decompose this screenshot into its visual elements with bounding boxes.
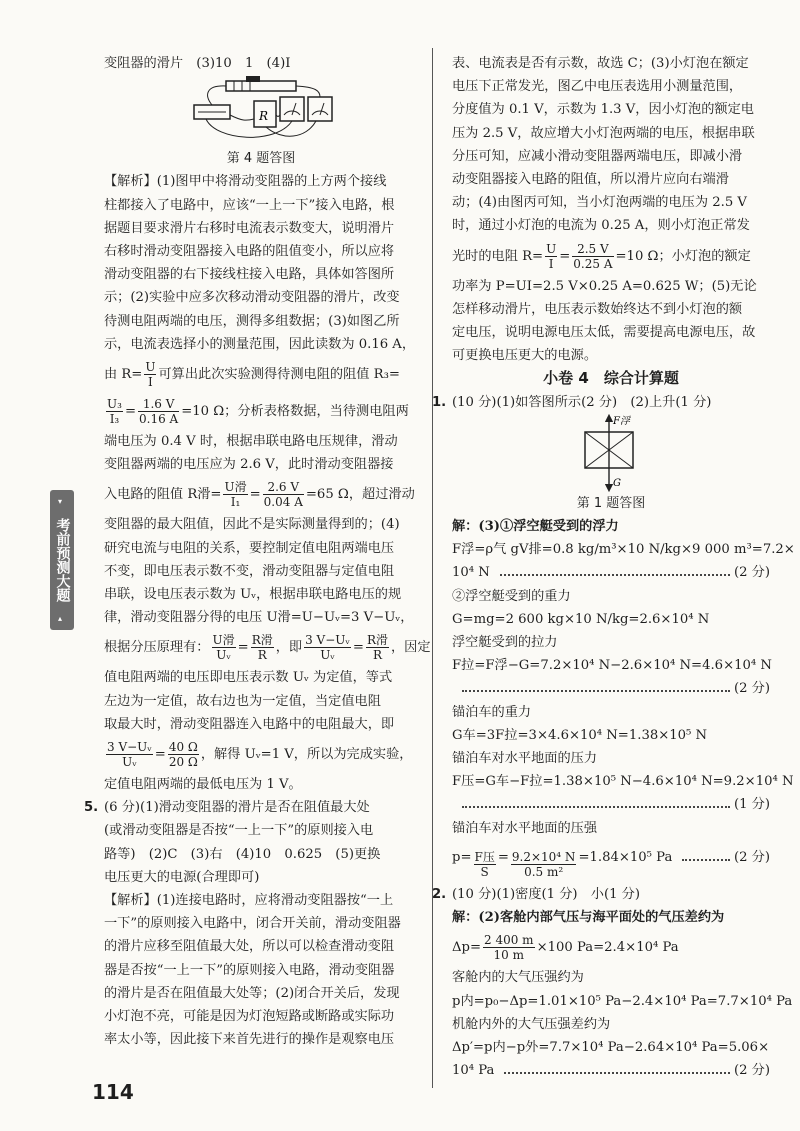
formula-line xyxy=(452,929,770,966)
numerator: 2.5 V xyxy=(572,242,613,257)
analysis-line: 示；(2)实验中应多次移动滑动变阻器的滑片，改变 xyxy=(104,290,400,306)
question-number: 2. xyxy=(432,886,447,902)
formula-text: =1.84×10⁵ Pa xyxy=(578,849,673,865)
solution-line: 锚泊车的重力 xyxy=(452,704,532,720)
denominator: I xyxy=(148,375,153,390)
denominator: I₃ xyxy=(109,412,120,427)
analysis-line: 端电压为 0.4 V 时，根据串联电路电压规律，滑动 xyxy=(104,434,398,450)
analysis-line: 值电阻两端的电压即电压表示数 Uᵥ 为定值，等式 xyxy=(104,670,393,686)
solution-line: 浮空艇受到的拉力 xyxy=(452,635,558,651)
analysis-line: 变阻器两端的电压应为 2.6 V，此时滑动变阻器接 xyxy=(104,457,394,473)
denominator: I xyxy=(548,256,554,271)
analysis-line: 一下”的原则接入电路中，闭合开关前，滑动变阻器 xyxy=(104,916,401,932)
numerator: U滑 xyxy=(224,480,247,495)
analysis-line: 据题目要求滑片右移时电流表示数变大，说明滑片 xyxy=(104,220,395,236)
question-1 xyxy=(432,391,770,414)
formula-line: 光时的电阻 R= $\frac{U}{I}$ = $\frac{2.5 V}{0.25 A}$ =10 Ω；小灯泡的额定 xyxy=(452,241,751,271)
denominator: S xyxy=(480,864,489,879)
score: (1 分) xyxy=(733,797,770,813)
numerator: 9.2×10⁴ N xyxy=(511,849,576,864)
denominator: Uᵥ xyxy=(122,755,137,770)
formula-text: 可算出此次实验测得待测电阻的阻值 R₃= xyxy=(158,367,400,383)
solution-line: p内=p₀−Δp=1.01×10⁵ Pa−2.4×10⁴ Pa=7.7×10⁴ Pa xyxy=(452,993,793,1009)
analysis-line: 分压可知，应减小滑动变阻器两端电压，即减小滑 xyxy=(452,148,743,164)
svg-text:R: R xyxy=(259,109,269,124)
formula-line: $\frac{\text{U₃}}{\text{I₃}}$ = $\frac{1.6 V}{0.16 A}$ =10 Ω；分析表格数据，当待测电阻两 xyxy=(107,397,409,427)
analysis-line: 器是否按“一上一下”的原则接入电路，滑动变阻器 xyxy=(104,962,395,978)
denominator: 0.5 m² xyxy=(524,864,564,879)
analysis-line: 【解析】(1)连接电路时，应将滑动变阻器按“一上 xyxy=(104,893,394,909)
denominator: 20 Ω xyxy=(168,755,198,770)
dot-leader xyxy=(462,806,730,808)
analysis-line: 电压下正常发光，图乙中电压表选用小测量范围， xyxy=(452,79,743,95)
analysis-line: 示，电流表选择小的测量范围，因此读数为 0.16 A， xyxy=(104,336,416,352)
formula-text: p= xyxy=(452,849,472,865)
denominator: R xyxy=(372,648,382,663)
formula-text: 由 R= xyxy=(104,367,143,383)
right-column xyxy=(432,52,795,1082)
dot-leader xyxy=(504,1072,730,1074)
denominator: 0.16 A xyxy=(139,412,179,427)
numerator: U滑 xyxy=(212,633,235,648)
denominator: R xyxy=(257,648,267,663)
solution-line: 客舱内的大气压强约为 xyxy=(452,970,584,986)
solution-line: 锚泊车对水平地面的压强 xyxy=(452,820,598,836)
score: (2 分) xyxy=(733,849,770,865)
denominator: I₁ xyxy=(230,495,241,510)
fraction xyxy=(251,633,274,662)
solution-line xyxy=(452,793,770,816)
numerator: R滑 xyxy=(366,633,388,648)
answer-text: (10 分)(1)密度(1 分) 小(1 分) xyxy=(452,886,640,902)
formula-text: =10 Ω；分析表格数据，当待测电阻两 xyxy=(181,404,409,420)
numerator: 3 V−Uᵥ xyxy=(305,633,350,648)
analysis-text: 【解析】(1)图甲中将滑动变阻器的上方两个接线 xyxy=(104,174,387,190)
solution-line: F压=G车−F拉=1.38×10⁵ N−4.6×10⁴ N=9.2×10⁴ N xyxy=(452,774,794,790)
analysis-line: 动变阻器接入电路的阻值，所以滑片应向右端滑 xyxy=(452,172,729,188)
numerator: 1.6 V xyxy=(138,397,179,412)
numerator: R滑 xyxy=(251,633,273,648)
formula-text: ×100 Pa=2.4×10⁴ Pa xyxy=(536,940,679,956)
analysis-line: 取最大时，滑动变阻器连入电路中的电阻最大，即 xyxy=(104,716,395,732)
buoyancy-label: F浮 xyxy=(613,415,630,427)
fraction xyxy=(106,397,123,426)
solution-line xyxy=(452,1059,770,1082)
score: (2 分) xyxy=(733,681,770,697)
answer-line: 电压更大的电源(合理即可) xyxy=(104,869,260,885)
fraction xyxy=(511,850,577,879)
analysis-line: 定值电阻两端的最低电压为 1 V。 xyxy=(104,777,302,793)
solution-line: 机舱内外的大气压强差约为 xyxy=(452,1016,611,1032)
answer-line: 变阻器的滑片 (3)10 1 (4)I xyxy=(104,56,291,71)
analysis-line: 的滑片是否在阻值最大处等；(2)闭合开关后，发现 xyxy=(104,985,400,1001)
analysis-line: 分度值为 0.1 V，示数为 1.3 V，因小灯泡的额定电 xyxy=(452,102,754,118)
solution-line xyxy=(452,677,770,700)
formula-line: 入电路的阻值 R滑= $\frac{\text{U滑}}{\text{I₁}}$ = $\frac{2.6 V}{0.04 A}$ =65 Ω，超过滑动 xyxy=(104,480,415,510)
numerator: 2.6 V xyxy=(263,480,304,495)
dot-leader xyxy=(682,859,730,861)
gravity-label: G xyxy=(613,477,621,489)
circuit-diagram xyxy=(186,75,336,147)
figure-caption: 第 4 题答图 xyxy=(226,151,296,167)
formula-text: =65 Ω，超过滑动 xyxy=(305,487,415,503)
question-2 xyxy=(432,883,770,906)
page-number: 114 xyxy=(92,1080,134,1104)
analysis-line: 研究电流与电阻的关系，要控制定值电阻两端电压 xyxy=(104,540,395,556)
fraction xyxy=(138,397,179,426)
fraction xyxy=(212,633,236,662)
analysis-line: 柱都接入了电路中，应该“一上一下”接入电路，根 xyxy=(104,197,395,213)
question-5 xyxy=(84,796,418,819)
analysis-line: 表、电流表是否有示数，故选 C；(3)小灯泡在额定 xyxy=(452,56,749,71)
side-tab: ▾ 考前预测大题 ▴ xyxy=(50,490,74,630)
numerator: U xyxy=(145,360,156,375)
dot-leader xyxy=(500,574,730,576)
formula-line: $\frac{\text{3 V−Uᵥ}}{\text{Uᵥ}}$ = $\frac{40 \Omega}{20 \Omega}$ ，解得 Uᵥ=1 V，所以为完成实验， xyxy=(107,740,413,770)
analysis-line: 右移时滑动变阻器接入电路的阻值变小，所以应将 xyxy=(104,244,395,260)
answer-text: (10 分)(1)如答图所示(2 分) (2)上升(1 分) xyxy=(452,394,712,410)
analysis-line: 压为 2.5 V，故应增大小灯泡两端的电压，根据串联 xyxy=(452,125,755,141)
numerator: U xyxy=(546,241,557,256)
denominator: 0.04 A xyxy=(263,495,303,510)
analysis-line: 率太小等，因此接下来首先进行的操作是观察电压 xyxy=(104,1032,395,1048)
solution-line: Δp′=p内−p外=7.7×10⁴ Pa−2.64×10⁴ Pa=5.06× xyxy=(452,1039,770,1055)
formula-text: ，因定 xyxy=(390,640,431,656)
analysis-line: 律，滑动变阻器分得的电压 U滑=U−Uᵥ=3 V−Uᵥ， xyxy=(104,610,414,626)
analysis-line: 左边为一定值，故右边也为一定值，当定值电阻 xyxy=(104,693,381,709)
solution-line: ②浮空艇受到的重力 xyxy=(452,588,571,604)
formula-text: 光时的电阻 R= xyxy=(452,248,544,264)
formula-text: 入电路的阻值 R滑= xyxy=(104,487,222,503)
solution-text: 10⁴ N xyxy=(452,565,490,581)
numerator: 40 Ω xyxy=(168,740,198,755)
force-diagram xyxy=(551,414,671,492)
analysis-line: 功率为 P=UI=2.5 V×0.25 A=0.625 W；(5)无论 xyxy=(452,278,757,294)
figure-caption: 第 1 题答图 xyxy=(576,495,646,511)
formula-text: =10 Ω；小灯泡的额定 xyxy=(615,248,751,264)
column-divider xyxy=(432,48,433,1088)
denominator: Uᵥ xyxy=(320,648,335,663)
numerator: F压 xyxy=(474,849,495,864)
formula-text: Δp= xyxy=(452,940,482,956)
section-title: 小卷 4 综合计算题 xyxy=(543,369,679,388)
solution-line: 解：(3)①浮空艇受到的浮力 xyxy=(452,519,619,535)
force-figure xyxy=(452,414,770,492)
analysis-line: 时，通过小灯泡的电流为 0.25 A，则小灯泡正常发 xyxy=(452,218,750,234)
analysis-line: 怎样移动滑片，电压表示数始终达不到小灯泡的额 xyxy=(452,301,743,317)
analysis-line: 不变，即电压表示数不变，滑动变阻器与定值电阻 xyxy=(104,563,395,579)
fraction xyxy=(263,480,304,509)
circuit-figure xyxy=(104,75,418,147)
numerator: U₃ xyxy=(107,397,122,412)
analysis-line: 的滑片应移至阻值最大处，所以可以检查滑动变阻 xyxy=(104,939,395,955)
solution-line: G=mg=2 600 kg×10 N/kg=2.6×10⁴ N xyxy=(452,611,710,627)
analysis-line: 小灯泡不亮，可能是因为灯泡短路或断路或实际功 xyxy=(104,1009,395,1025)
fraction xyxy=(144,360,156,389)
fraction xyxy=(106,740,153,769)
fraction xyxy=(223,480,247,509)
formula-line: p= $\frac{\text{F压}}{S}$ = $\frac{\text{9.2×10⁴ N}}{\text{0.5 m²}}$ =1.84×10⁵ Pa (2 分) xyxy=(452,840,770,883)
fraction xyxy=(545,242,557,271)
analysis-line: 定电压，说明电源电压太低，需要提高电源电压，故 xyxy=(452,325,756,341)
denominator: Uᵥ xyxy=(216,648,231,663)
question-number: 5. xyxy=(84,800,99,816)
solution-line xyxy=(452,561,770,584)
fraction xyxy=(474,850,496,879)
left-column xyxy=(84,52,431,1052)
denominator: 10 m xyxy=(493,948,525,963)
solution-text: 10⁴ Pa xyxy=(452,1063,495,1079)
analysis-line: 滑动变阻器的右下接线柱接入电路，具体如答图所 xyxy=(104,267,395,283)
formula-line xyxy=(104,356,418,393)
dot-leader xyxy=(462,690,730,692)
numerator: 2 400 m xyxy=(484,933,534,948)
analysis-line: 可更换电压更大的电源。 xyxy=(452,348,598,364)
formula-line: 根据分压原理有： $\frac{\text{U滑}}{\text{Uᵥ}}$ = $\frac{\text{R滑}}{R}$ ，即 $\frac{\text{3 V−Uᵥ}}{\text{Uᵥ}}$ = $\frac{\text{R滑}}{R}$ ，因定 xyxy=(104,633,431,663)
score: (2 分) xyxy=(733,565,770,581)
answer-line: (或滑动变阻器是否按“一上一下”的原则接入电 xyxy=(104,823,374,839)
formula-text: 根据分压原理有： xyxy=(104,640,210,656)
fraction xyxy=(168,740,199,769)
answer-line: 路等) (2)C (3)右 (4)10 0.625 (5)更换 xyxy=(104,846,381,862)
fraction xyxy=(304,633,351,662)
fraction xyxy=(483,933,535,962)
numerator: 3 V−Uᵥ xyxy=(107,740,152,755)
analysis-line: 动；(4)由图丙可知，当小灯泡两端的电压为 2.5 V xyxy=(452,195,747,211)
fraction xyxy=(366,633,389,662)
analysis-line xyxy=(104,170,418,193)
analysis-line: 变阻器的最大阻值，因此不是实际测量得到的；(4) xyxy=(104,517,400,533)
solution-line: 锚泊车对水平地面的压力 xyxy=(452,751,598,767)
fraction xyxy=(572,242,613,271)
analysis-line: 待测电阻两端的电压，测得多组数据；(3)如图乙所 xyxy=(104,313,400,329)
analysis-line: 串联，设电压表示数为 Uᵥ，根据串联电路电压的规 xyxy=(104,587,402,603)
question-number: 1. xyxy=(432,394,447,410)
answer-text: (6 分)(1)滑动变阻器的滑片是否在阻值最大处 xyxy=(104,800,370,816)
solution-line: G车=3F拉=3×4.6×10⁴ N=1.38×10⁵ N xyxy=(452,727,708,743)
solution-line: F浮=ρ气 gV排=0.8 kg/m³×10 N/kg×9 000 m³=7.2× xyxy=(452,542,795,558)
formula-text: ，解得 Uᵥ=1 V，所以为完成实验， xyxy=(200,747,413,763)
solution-line: 解：(2)客舱内部气压与海平面处的气压差约为 xyxy=(452,910,725,926)
solution-line: F拉=F浮−G=7.2×10⁴ N−2.6×10⁴ N=4.6×10⁴ N xyxy=(452,658,772,674)
score: (2 分) xyxy=(733,1063,770,1079)
denominator: 0.25 A xyxy=(573,256,613,271)
formula-text: ，即 xyxy=(275,640,303,656)
